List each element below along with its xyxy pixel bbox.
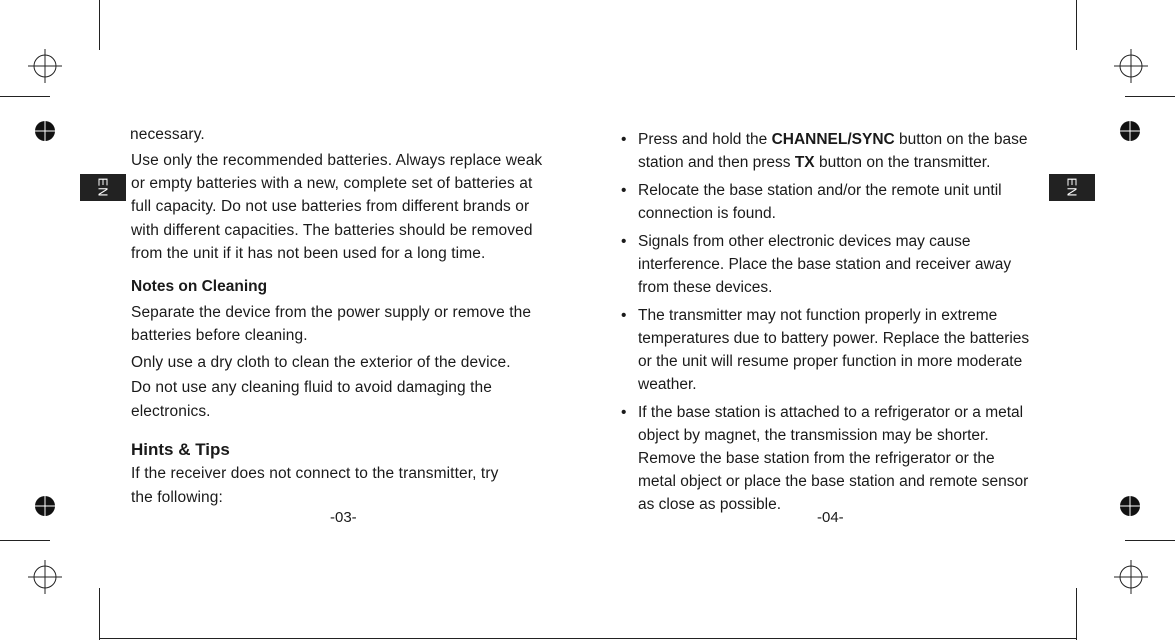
paragraph-line: Only use a dry cloth to clean the exterior of the device. — [131, 354, 511, 371]
section-heading: Notes on Cleaning — [131, 278, 268, 295]
list-item — [621, 179, 1061, 225]
button-name: TX — [794, 154, 815, 171]
paragraph-line: full capacity. Do not use batteries from different brands or — [131, 198, 530, 215]
bullet-icon: • — [621, 404, 627, 421]
list-item-line: Press and hold the CHANNEL/SYNC button on the base — [638, 131, 1028, 148]
crop-mark — [99, 0, 100, 50]
list-item — [621, 401, 1061, 516]
page-number: -03- — [330, 509, 357, 526]
registration-mark-icon — [28, 49, 62, 83]
page-number: -04- — [817, 509, 844, 526]
list-item-line: Remove the base station from the refrigerator or the — [638, 450, 995, 467]
paragraph-line: or empty batteries with a new, complete set of batteries at — [131, 175, 533, 192]
paragraph-line: Do not use any cleaning fluid to avoid damaging the — [131, 379, 492, 396]
list-item-line: station and then press TX button on the transmitter. — [638, 154, 991, 171]
crop-mark — [1125, 96, 1175, 97]
crop-mark — [0, 96, 50, 97]
paragraph-line: electronics. — [131, 403, 211, 420]
list-item-line: The transmitter may not function properly in extreme — [638, 307, 998, 324]
crop-mark — [1076, 588, 1077, 640]
registration-mark-icon — [1114, 560, 1148, 594]
list-item-line: object by magnet, the transmission may be shorter. — [638, 427, 989, 444]
registration-dot-icon — [34, 120, 56, 142]
language-tab-label: EN — [1064, 177, 1080, 198]
paragraph-line: If the receiver does not connect to the transmitter, try — [131, 465, 499, 482]
registration-dot-icon — [1119, 120, 1141, 142]
registration-dot-icon — [1119, 495, 1141, 517]
list-item — [621, 230, 1061, 299]
section-heading: Hints & Tips — [131, 440, 230, 459]
crop-mark — [1076, 0, 1077, 50]
hints-list — [621, 128, 1061, 521]
bullet-icon: • — [621, 233, 627, 250]
bullet-icon: • — [621, 131, 627, 148]
paragraph-line: the following: — [131, 489, 223, 506]
crop-mark — [1125, 540, 1175, 541]
paragraph-line: batteries before cleaning. — [131, 327, 308, 344]
continuation-text: necessary. — [130, 126, 205, 143]
paragraph-line: Use only the recommended batteries. Always replace weak — [131, 152, 543, 169]
list-item — [621, 304, 1061, 396]
list-item-line: If the base station is attached to a refrigerator or a metal — [638, 404, 1024, 421]
crop-mark — [99, 588, 100, 640]
bullet-icon: • — [621, 307, 627, 324]
language-tab-label: EN — [95, 177, 111, 198]
list-item-line: connection is found. — [638, 205, 776, 222]
paragraph-line: from the unit if it has not been used for a long time. — [131, 245, 486, 262]
list-item-line: Relocate the base station and/or the remote unit until — [638, 182, 1002, 199]
registration-mark-icon — [28, 560, 62, 594]
button-name: CHANNEL/SYNC — [771, 131, 895, 148]
language-tab — [80, 174, 126, 201]
list-item — [621, 128, 1061, 174]
list-item-line: metal object or place the base station and remote sensor — [638, 473, 1029, 490]
bullet-icon: • — [621, 182, 627, 199]
crop-mark — [0, 540, 50, 541]
list-item-line: or the unit will resume proper function in more moderate — [638, 353, 1023, 370]
list-item-line: as close as possible. — [638, 496, 782, 513]
list-item-line: temperatures due to battery power. Replace the batteries — [638, 330, 1030, 347]
trim-line — [100, 638, 1076, 639]
list-item-line: weather. — [638, 376, 697, 393]
list-item-line: from these devices. — [638, 279, 773, 296]
registration-dot-icon — [34, 495, 56, 517]
list-item-line: Signals from other electronic devices may cause — [638, 233, 971, 250]
registration-mark-icon — [1114, 49, 1148, 83]
list-item-line: interference. Place the base station and receiver away — [638, 256, 1012, 273]
paragraph-line: with different capacities. The batteries should be removed — [131, 222, 533, 239]
paragraph-line: Separate the device from the power supply or remove the — [131, 304, 532, 321]
